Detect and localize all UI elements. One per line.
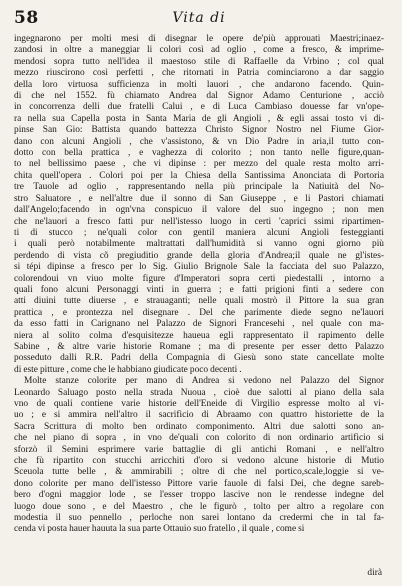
- text-line: vno de quali contiene varie historie dell'Eneide di Virgilio espresse molto al vi-: [14, 399, 384, 409]
- paragraph: [14, 376, 384, 536]
- text-line: si tépi dipinse a fresco per lo Sig. Giulio Brignole Sale la facciata del suo Palazzo,: [14, 262, 384, 273]
- catchword: dirà: [367, 568, 382, 578]
- text-line: stro Saluatore , e nell'altre due il sonno di San Giuseppe , e li Pastori chiamati: [14, 193, 384, 204]
- text-line: Leonardo Saluago posto nella strada Nuoua , cioè due salotti al piano della sala: [14, 387, 384, 398]
- text-line: i quali però notabilmente maltrattati dall'humidità si vanno ogni giorno più: [14, 239, 384, 250]
- text-line: atti diuini tutte diuerse , e strauaganti; nelle quali mostrò il Pittore la sua gran: [14, 296, 384, 307]
- body-text: [14, 34, 384, 536]
- page-header: [14, 8, 384, 30]
- text-line: dall'Angelo;facendo in ogn'vna conspicuo il valore del suo ingegno ; non men: [14, 205, 384, 216]
- text-line: in concorrenza delli due fratelli Calui , e di Luca Cambiaso douesse far vn'ope-: [14, 102, 384, 113]
- text-line: ingegnarono per molti mesi di disegnar le opere de'più approuati Maestri;inaez-: [14, 34, 384, 44]
- text-line: tre Tauole ad oglio , rappresentando nella più principale la Natiuità del No-: [14, 182, 384, 193]
- text-line: cenda vi posta hauer hauuta la sua parte Ottauio suo fratello , il quale , come si: [14, 524, 305, 535]
- text-line: bero d'ogni maggior lode , se l'esser troppo lascive non le rendesse indegne del: [14, 490, 384, 501]
- text-line: Molte stanze colorite per mano di Andrea si vedono nel Palazzo del Signor: [24, 376, 384, 387]
- paragraph: [14, 34, 384, 376]
- text-line: sforzò il Semini esprimere varie battaglie di gli antichi Romani , e nell'altro: [14, 444, 384, 455]
- text-line: ra nella sua Capella posta in Santa Maria de gli Angioli , & egli assai tosto vi di-: [14, 113, 384, 124]
- text-line: modestia il suo pennello , perloche non sarei lontano da credermi che in tal fa-: [14, 513, 384, 524]
- text-line: che fù ripartito con stucchi arricchiti d'oro si vedono alcune historie di Mutio: [14, 456, 384, 467]
- text-line: dotto con bella prattica , e vaghezza di colorito ; non tanto nelle figure,quan-: [14, 148, 384, 159]
- page-number: 58: [14, 8, 39, 28]
- text-line: mezzo riuscirono così perfetti , che ritornati in Patria cominciarono a dar saggio: [14, 68, 384, 79]
- text-line: Sceuola tutte belle , & ammirabili ; oltre di che nel portico,scale,loggie si ve-: [14, 467, 384, 478]
- text-line: Sacra Scrittura di molto ben ordinato componimento. Altri due salotti sono an-: [14, 421, 384, 432]
- text-line: niera al solito colma d'esquisitezze haueua egli rappresentato il rapimento delle: [14, 330, 384, 341]
- text-line: ti di stucco ; ne'quali color con gentil maniera alcuni Angioli festeggianti: [14, 227, 384, 238]
- text-line: di che nel 1552. fù chiamato Andrea dal Signor Adamo Centurione , acciò: [14, 91, 384, 102]
- text-line: zandosi in oltre a maneggiar li colori così ad oglio , come a fresco, & imprime-: [14, 45, 384, 56]
- text-line: di este pitture , come che le habbiano giudicate poco decenti .: [14, 364, 242, 375]
- text-line: to nel bellissimo paese , che vi dipinse : per mezzo del quale resta molto arri-: [14, 159, 384, 170]
- text-line: da esso fatti in Carignano nel Palazzo de Signori Francesehi , nel quale con ma-: [14, 319, 384, 330]
- text-line: colorendoui vn viuo molte figure d'Imperatori sopra certi piedestalli , intorno a: [14, 273, 384, 284]
- text-line: prattica , e prontezza nel disegnare . Del che parimente diede segno ne'lauori: [14, 307, 384, 318]
- text-line: mendosi sopra tutto nell'idea il maestoso stile di Raffaelle da Vrbino ; col qual: [14, 56, 384, 67]
- text-line: pinse San Gio: Battista quando battezza Christo Signor Nostro nel Fiume Gior-: [14, 125, 384, 136]
- text-line: dono colorite per mano dell'istesso Pittore varie fauole di falsi Dei, che degne sareb-: [14, 478, 384, 489]
- text-line: quali fono alcuni Personaggi vinti in guerra ; e fatti prigioni finti a sedere con: [14, 284, 384, 295]
- text-line: posseduto dalli R.R. Padri della Compagnia di Giesù sono state cancellate molte: [14, 353, 384, 364]
- running-head: Vita di: [172, 10, 226, 26]
- text-line: Sabine , & altre varie historie Romane ; ma di presente per esser detto Palazzo: [14, 341, 384, 352]
- text-line: perdendo di vista cõ pregiuditio grande della gloria d'Andrea;il quale ne gl'istes-: [14, 250, 384, 261]
- text-line: chita quell'opera . Colori poi per la Chiesa della Santissima Anonciata di Portoria: [14, 170, 384, 181]
- text-line: che nel piano di sopra , in vno de'quali con colorito di non ordinario artificio si: [14, 433, 384, 444]
- text-line: luogo doue sono , e del Maestro , che le figurò , tolto per altro a regolare con: [14, 501, 384, 512]
- text-line: dano con alcuni Angioli , che v'assistono, & vn Dio Padre in aria,il tutto con-: [14, 136, 384, 147]
- text-line: che ne'lauori a fresco fatti pur nell'istesso luogo in certi 'caprici ssimi ripartimen-: [14, 216, 384, 227]
- text-line: uo ; e si ammira nell'altro il sacrificio di Abraamo con quattro historiette de la: [14, 410, 384, 421]
- text-line: della loro virtuosa sufficienza in molti lauori , che andarono facendo. Quin-: [14, 79, 384, 90]
